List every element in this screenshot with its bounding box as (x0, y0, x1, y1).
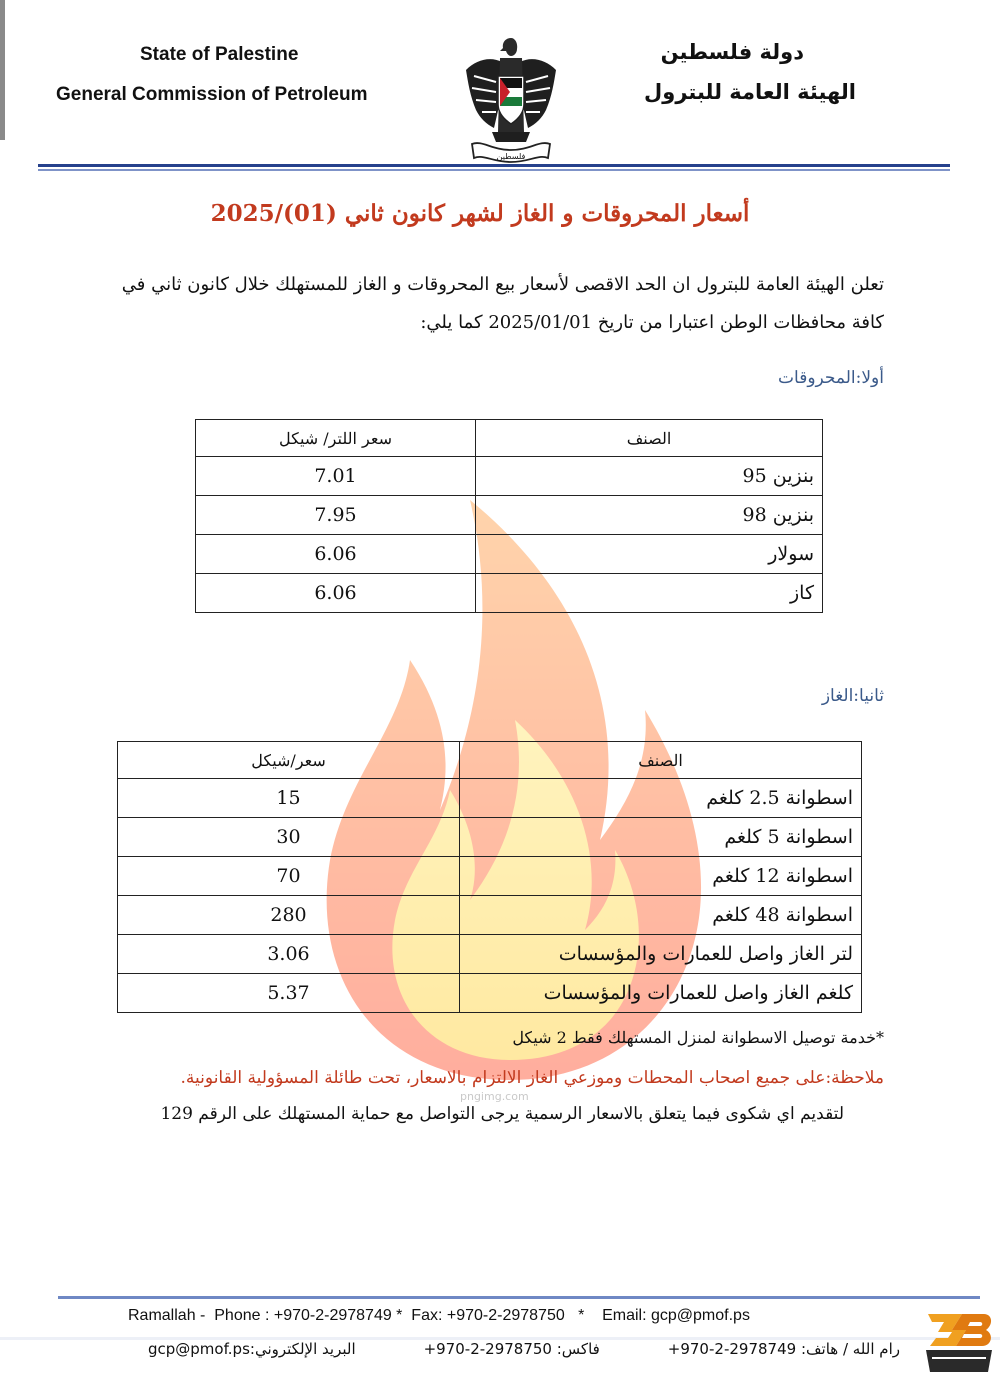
gas-name-cell: اسطوانة 2.5 كلغم (460, 779, 862, 818)
header-divider-thin (38, 169, 950, 171)
gas-price-cell: 3.06 (118, 935, 460, 974)
gas-name-cell: اسطوانة 5 كلغم (460, 818, 862, 857)
gas-price-cell: 70 (118, 857, 460, 896)
gas-name-cell: لتر الغاز واصل للعمارات والمؤسسات (460, 935, 862, 974)
footer-contact-en: Ramallah - Phone : +970-2-2978749 * Fax: +970-2-2978750 * Email: gcp@pmof.ps (128, 1307, 750, 1324)
fuel-price-cell: 7.95 (196, 496, 476, 535)
intro-line-2: كافة محافظات الوطن اعتبارا من تاريخ 2025/01/01 كما يلي: (420, 312, 884, 333)
gas-name-cell: اسطوانة 48 كلغم (460, 896, 862, 935)
footer-divider (58, 1296, 980, 1299)
footer-email-ar: البريد الإلكتروني:gcp@pmof.ps (148, 1340, 356, 1358)
complaint-line: لتقديم اي شكوى فيما يتعلق بالاسعار الرسمية يرجى التواصل مع حماية المستهلك على الرقم 129 (160, 1104, 844, 1124)
table-row (196, 457, 823, 496)
fuel-name-cell: بنزين 98 (476, 496, 823, 535)
intro-line-1: تعلن الهيئة العامة للبترول ان الحد الاقصى لأسعار بيع المحروقات و الغاز للمستهلك خلال كانون ثاني في (121, 274, 884, 295)
legal-note: ملاحظة:على جميع اصحاب المحطات وموزعي الغاز الالتزام بالاسعار، تحت طائلة المسؤولية القانونية. (180, 1068, 884, 1088)
header-divider (38, 164, 950, 167)
gas-name-cell: كلغم الغاز واصل للعمارات والمؤسسات (460, 974, 862, 1013)
gas-price-cell: 15 (118, 779, 460, 818)
fuel-name-cell: بنزين 95 (476, 457, 823, 496)
header-ar-commission: الهيئة العامة للبترول (644, 80, 856, 104)
footer-fax-ar: فاكس: 2978750-2-970+ (423, 1340, 600, 1358)
gas-price-cell: 280 (118, 896, 460, 935)
gas-price-table (117, 741, 862, 1013)
fuel-price-table (195, 419, 823, 613)
footer-contact-ar (148, 1340, 900, 1358)
gas-price-cell: 5.37 (118, 974, 460, 1013)
table-row (196, 535, 823, 574)
table-row (118, 818, 862, 857)
gas-name-cell: اسطوانة 12 كلغم (460, 857, 862, 896)
table-header-row (118, 742, 862, 779)
fuel-header-name: الصنف (476, 420, 823, 457)
table-row (118, 896, 862, 935)
fuel-name-cell: سولار (476, 535, 823, 574)
page-title: أسعار المحروقات و الغاز لشهر كانون ثاني (01)/2025 (210, 200, 750, 227)
table-row (118, 779, 862, 818)
footer-phone-ar: رام الله / هاتف: 2978749-2-970+ (667, 1340, 900, 1358)
fuel-header-price: سعر اللتر/ شيكل (196, 420, 476, 457)
table-header-row (196, 420, 823, 457)
table-row (196, 574, 823, 613)
gas-section-label: ثانيا:الغاز (821, 686, 884, 706)
intro-paragraph (94, 266, 884, 342)
watermark-text: pngimg.com (460, 1090, 529, 1103)
fuel-price-cell: 6.06 (196, 535, 476, 574)
table-row (118, 974, 862, 1013)
header-en-state: State of Palestine (140, 44, 299, 65)
table-row (118, 857, 862, 896)
fuel-price-cell: 6.06 (196, 574, 476, 613)
header-en-commission: General Commission of Petroleum (56, 84, 368, 105)
delivery-footnote: *خدمة توصيل الاسطوانة لمنزل المستهلك فقط 2 شيكل (512, 1028, 884, 1047)
emblem-scroll-text: فلسطين (496, 152, 526, 161)
gas-price-cell: 30 (118, 818, 460, 857)
palestine-eagle-emblem-icon (462, 32, 560, 164)
table-row (196, 496, 823, 535)
fuel-name-cell: كاز (476, 574, 823, 613)
fuel-section-label: أولا:المحروقات (778, 368, 884, 388)
header-ar-state: دولة فلسطين (660, 40, 804, 64)
gas-header-price: سعر/شيكل (118, 742, 460, 779)
table-row (118, 935, 862, 974)
fuel-price-cell: 7.01 (196, 457, 476, 496)
page-edge-shadow (0, 0, 5, 140)
gas-header-name: الصنف (460, 742, 862, 779)
3b-logo-icon (922, 1300, 996, 1378)
